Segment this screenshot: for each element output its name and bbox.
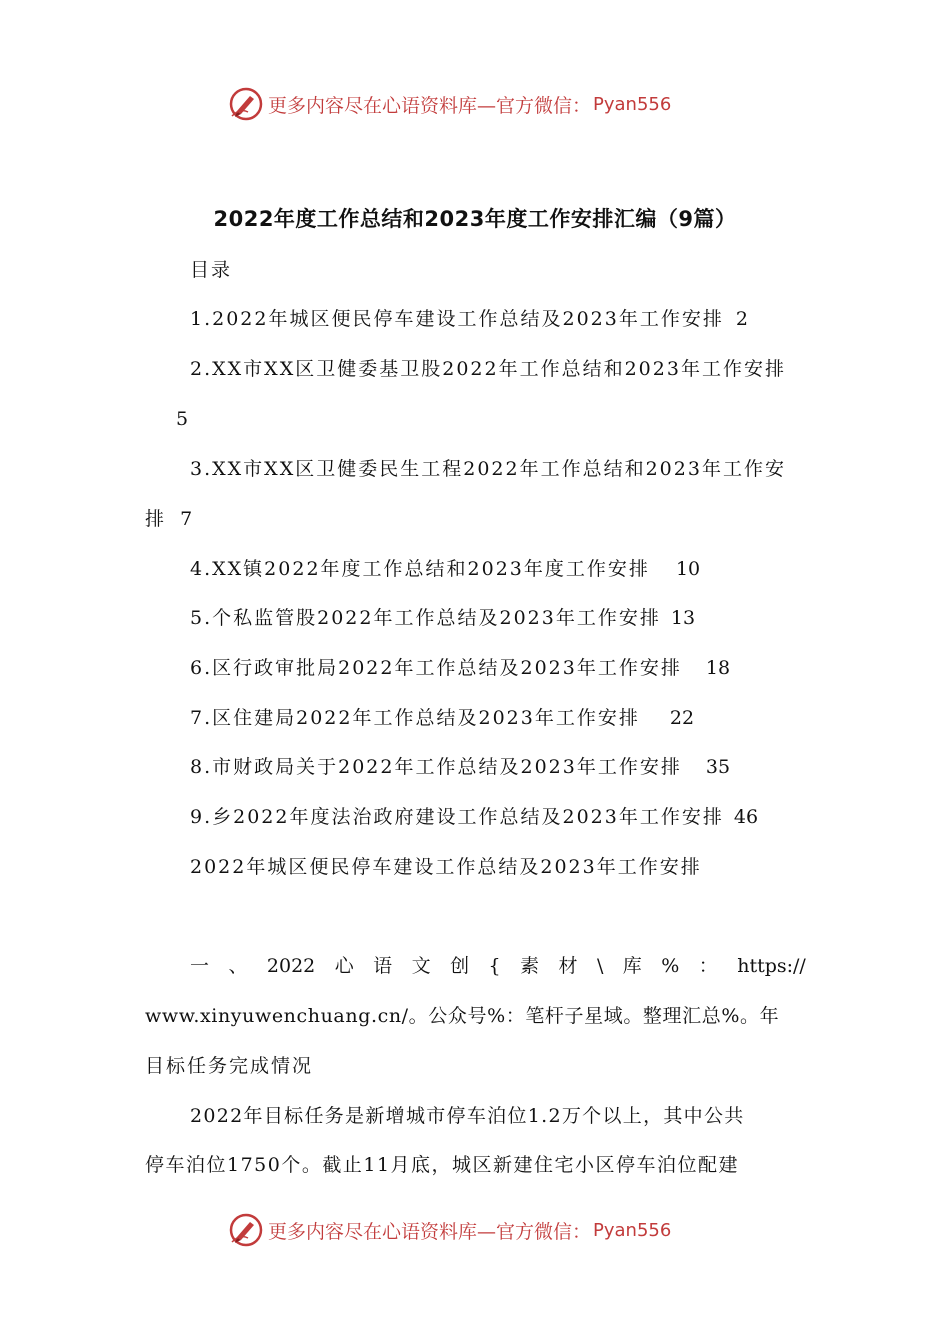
body-para2-line-1: 2022年目标任务是新增城市停车泊位1.2万个以上，其中公共 bbox=[190, 1105, 745, 1127]
toc-item-page: 46 bbox=[733, 806, 759, 828]
banner-text: 更多内容尽在心语资料库—官方微信： bbox=[268, 1220, 592, 1243]
toc-item-text: 3.XX市XX区卫健委民生工程2022年工作总结和2023年工作安 bbox=[190, 458, 786, 480]
banner-text: 更多内容尽在心语资料库—官方微信： bbox=[268, 94, 592, 117]
toc-item-text: 4.XX镇2022年度工作总结和2023年度工作安排 bbox=[190, 558, 650, 580]
toc-item-text: 7.区住建局2022年工作总结及2023年工作安排 bbox=[190, 707, 640, 729]
toc-item-1[interactable] bbox=[190, 305, 748, 333]
toc-item-page: 13 bbox=[670, 607, 696, 629]
body-token: 库 bbox=[622, 955, 642, 977]
toc-item-text: 8.市财政局关于2022年工作总结及2023年工作安排 bbox=[190, 756, 682, 778]
toc-item-5[interactable] bbox=[190, 604, 695, 632]
banner-wechat-id: Pyan556 bbox=[593, 93, 672, 115]
toc-item-2-page bbox=[176, 405, 188, 433]
toc-item-text: 9.乡2022年度法治政府建设工作总结及2023年工作安排 bbox=[190, 806, 724, 828]
body-token: 语 bbox=[373, 955, 393, 977]
toc-item-page: 35 bbox=[705, 756, 731, 778]
body-token: 材 bbox=[558, 955, 578, 977]
toc-item-3[interactable] bbox=[190, 455, 786, 483]
toc-item-9[interactable] bbox=[190, 803, 758, 831]
body-token: https:// bbox=[737, 955, 806, 977]
toc-item-text-cont: 排 bbox=[145, 508, 167, 530]
pen-logo-icon bbox=[228, 1212, 264, 1248]
body-line-3: 目标任务完成情况 bbox=[145, 1055, 314, 1077]
toc-item-page: 2 bbox=[735, 308, 748, 330]
toc-item-page: 10 bbox=[675, 558, 701, 580]
header-banner bbox=[228, 86, 728, 122]
body-para2-line-2: 停车泊位1750个。截止11月底，城区新建住宅小区停车泊位配建 bbox=[145, 1154, 740, 1176]
toc-item-4[interactable] bbox=[190, 555, 700, 583]
toc-item-page: 22 bbox=[669, 707, 695, 729]
body-token: ： bbox=[698, 955, 718, 977]
toc-item-text: 1.2022年城区便民停车建设工作总结及2023年工作安排 bbox=[190, 308, 724, 330]
toc-item-8[interactable] bbox=[190, 753, 730, 781]
banner-wechat-id: Pyan556 bbox=[593, 1219, 672, 1241]
body-token: 、 bbox=[228, 955, 248, 977]
document-title: 2022年度工作总结和2023年度工作安排汇编（9篇） bbox=[213, 207, 737, 231]
toc-heading: 目录 bbox=[190, 259, 233, 281]
body-token: 心 bbox=[334, 955, 354, 977]
toc-item-page: 18 bbox=[705, 657, 731, 679]
toc-item-6[interactable] bbox=[190, 654, 730, 682]
body-token: 2022 bbox=[266, 955, 316, 977]
toc-item-page: 7 bbox=[180, 508, 193, 530]
toc-item-page: 5 bbox=[176, 408, 189, 430]
body-token: \ bbox=[596, 955, 604, 977]
footer-banner bbox=[228, 1212, 728, 1248]
toc-item-text: 6.区行政审批局2022年工作总结及2023年工作安排 bbox=[190, 657, 682, 679]
toc-item-2[interactable] bbox=[190, 355, 786, 383]
body-line-2: www.xinyuwenchuang.cn/。公众号%：笔杆子星域。整理汇总%。年 bbox=[145, 1005, 780, 1027]
section-title: 2022年城区便民停车建设工作总结及2023年工作安排 bbox=[190, 856, 702, 878]
body-token: % bbox=[661, 955, 680, 977]
body-token: { bbox=[488, 955, 501, 977]
toc-item-7[interactable] bbox=[190, 704, 694, 732]
body-token: 素 bbox=[520, 955, 540, 977]
body-token: 一 bbox=[190, 955, 210, 977]
toc-item-text: 2.XX市XX区卫健委基卫股2022年工作总结和2023年工作安排 bbox=[190, 358, 786, 380]
pen-logo-icon bbox=[228, 86, 264, 122]
toc-item-text: 5.个私监管股2022年工作总结及2023年工作安排 bbox=[190, 607, 661, 629]
body-token: 创 bbox=[450, 955, 470, 977]
toc-item-3-cont bbox=[145, 505, 192, 533]
body-line-spread bbox=[190, 952, 806, 980]
body-token: 文 bbox=[411, 955, 431, 977]
